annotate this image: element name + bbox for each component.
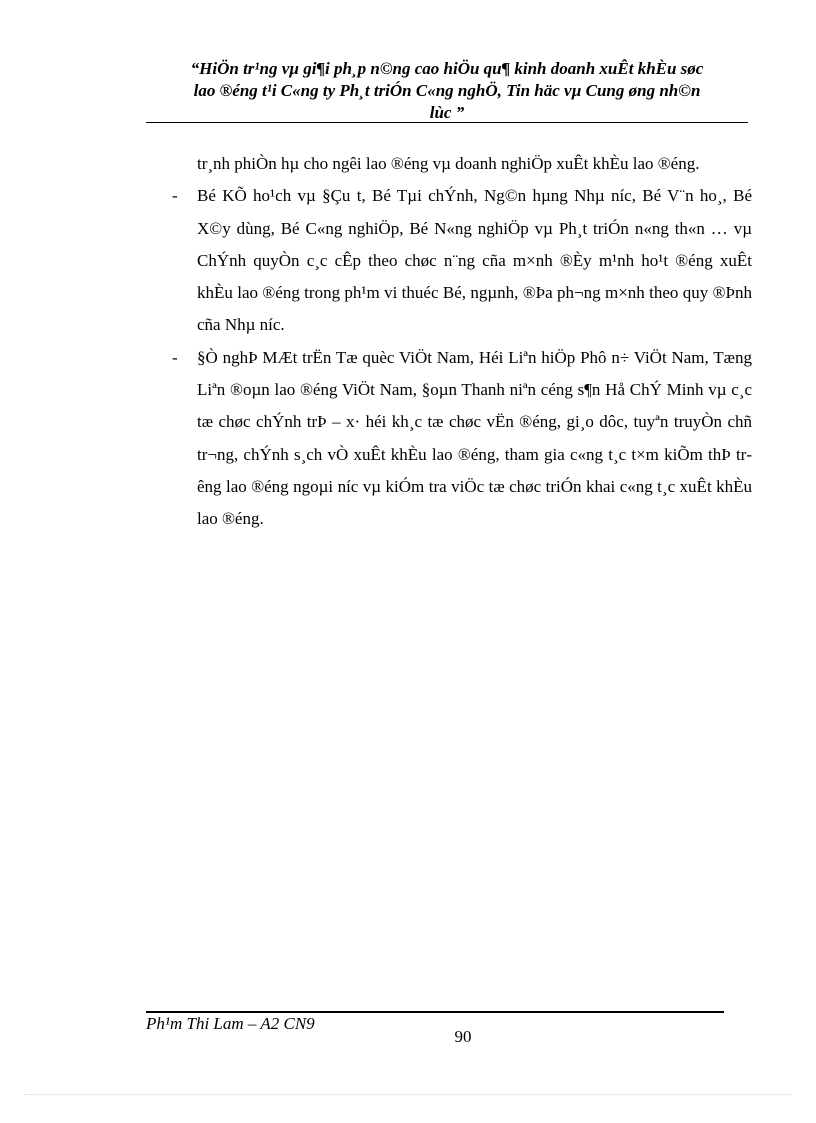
page-edge-divider [24, 1094, 792, 1095]
page-number: 90 [454, 1027, 472, 1046]
footer-author: Ph¹m Thi Lam – A2 CN9 [146, 1014, 315, 1033]
footer-divider [146, 1011, 724, 1013]
list-item-text: §Ò nghÞ MÆt trËn Tæ quèc ViÖt Nam, Héi Liªn hiÖp Phô n÷ ViÖt Nam, Tæng Liªn ®oµn lao ®éng ViÖt Nam, §oµn Thanh niªn céng s¶n Hå ChÝ Minh vµ c¸c tæ chøc chÝnh trÞ – x· héi kh¸c tæ chøc vËn ®éng, gi¸o dôc, tuyªn truyÒn chñ tr¬ng, chÝnh s¸ch vÒ xuÊt khÈu lao ®éng, tham gia c«ng t¸c t×m kiÕm thÞ trêng lao ®éng ngoµi níc vµ kiÓm tra viÖc tæ chøc triÓn khai c«ng t¸c xuÊt khÈu lao ®éng. [197, 347, 752, 529]
list-item-text: Bé KÕ ho¹ch vµ §Çu t, Bé Tµi chÝnh, Ng©n hµng Nhµ níc, Bé V¨n ho¸, Bé X©y dùng, Bé C«ng nghiÖp, Bé N«ng nghiÖp vµ Ph¸t triÓn n«ng th«n … vµ ChÝnh quyÒn c¸c cÊp theo chøc n¨ng cña m×nh ®Èy m¹nh ho¹t ®éng xuÊt khÈu lao ®éng trong ph¹m vi thuéc Bé, ngµnh, ®Þa ph¬ng m×nh theo quy ®Þnh cña Nhµ níc. [197, 186, 752, 335]
header-line-2: lao ®éng t¹i C«ng ty Ph¸t triÓn C«ng nghÖ, Tin häc vµ Cung øng nh©n [193, 81, 701, 100]
running-header-title [148, 58, 746, 124]
continuation-paragraph: tr¸nh phiÒn hµ cho ngêi lao ®éng vµ doanh nghiÖp xuÊt khÈu lao ®éng. [197, 154, 700, 173]
dash-bullet: - [172, 347, 178, 367]
list-item [172, 342, 752, 536]
list-item [172, 180, 752, 341]
dash-bullet: - [172, 186, 178, 206]
document-body [172, 148, 752, 536]
header-divider [146, 122, 748, 123]
header-line-3: lùc ” [429, 103, 465, 122]
header-line-1: “HiÖn tr¹ng vµ gi¶i ph¸p n©ng cao hiÖu qu¶ kinh doanh xuÊt khÈu søc [190, 59, 704, 78]
